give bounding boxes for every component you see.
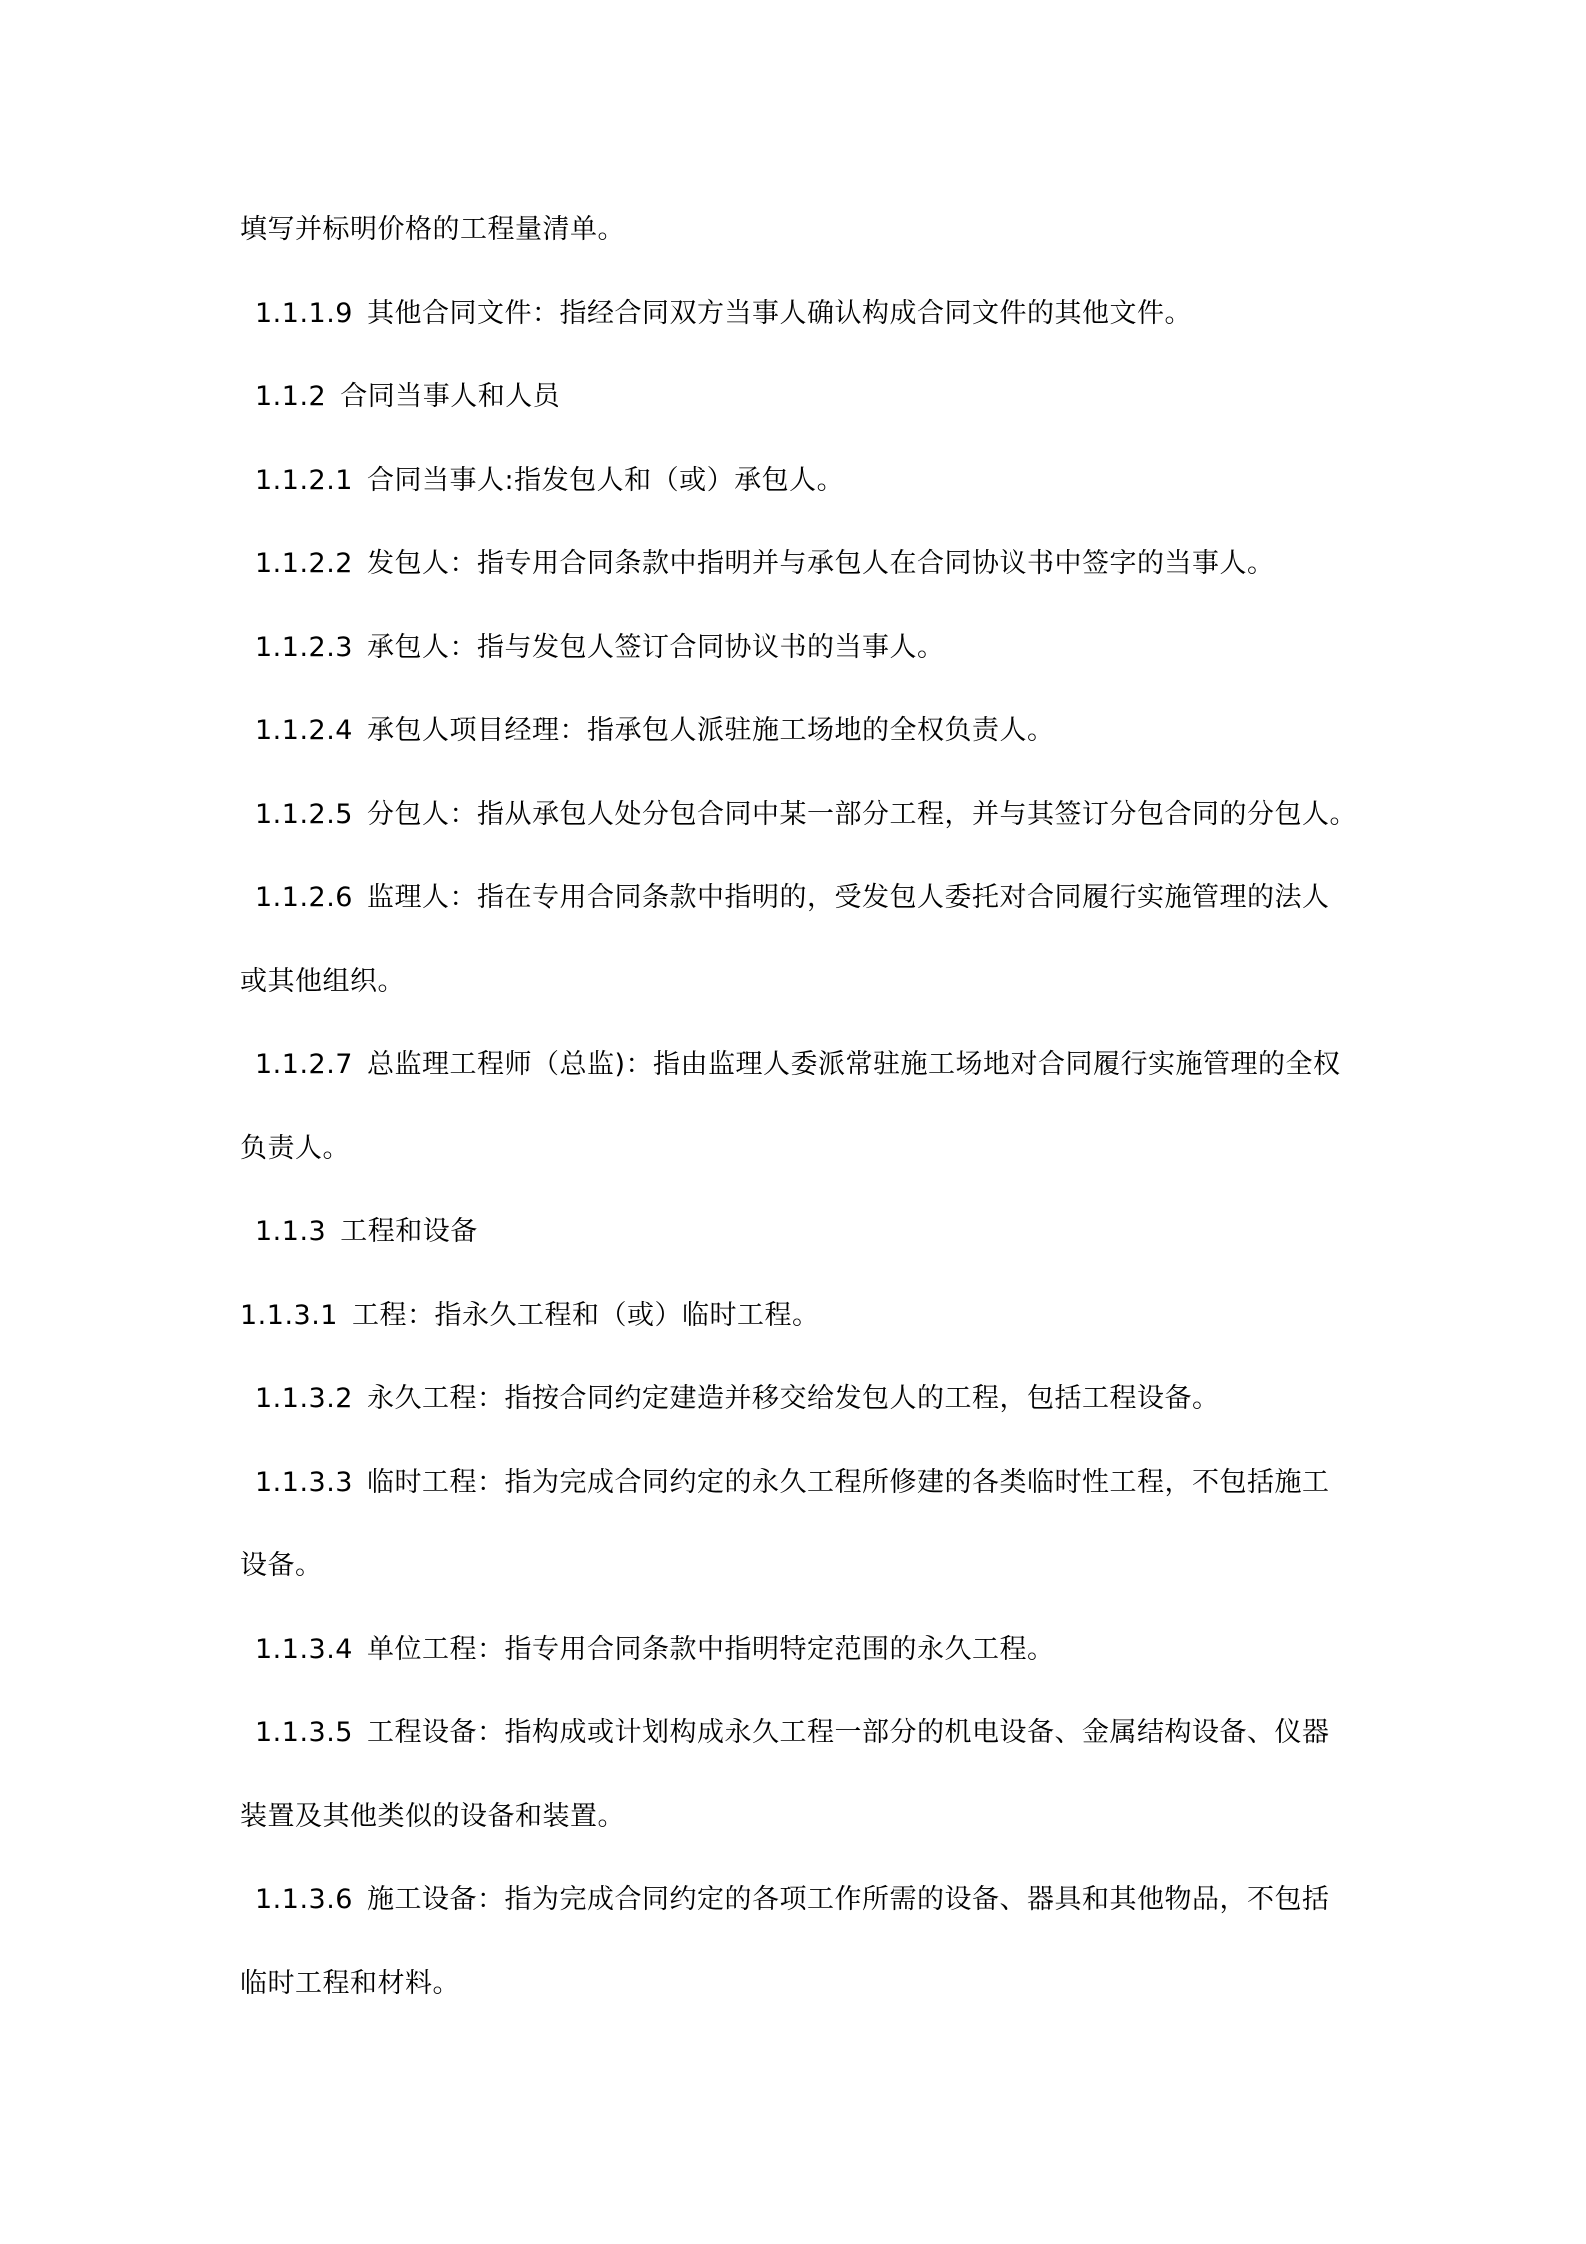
clause-text: 单位工程：指专用合同条款中指明特定范围的永久工程。 <box>366 1634 1055 1665</box>
clause-text: 总监理工程师（总监)：指由监理人委派常驻施工场地对合同履行实施管理的全权 <box>366 1049 1341 1080</box>
line-text: 设备。 <box>240 1550 323 1581</box>
clause-line <box>255 1369 1395 1429</box>
clause-text: 临时工程：指为完成合同约定的永久工程所修建的各类临时性工程，不包括施工 <box>366 1467 1330 1498</box>
clause-line <box>255 868 1395 928</box>
text-line <box>240 200 1380 260</box>
clause-text: 工程：指永久工程和（或）临时工程。 <box>351 1300 820 1331</box>
clause-text: 其他合同文件：指经合同双方当事人确认构成合同文件的其他文件。 <box>366 298 1192 329</box>
clause-number: 1.1.2.6 <box>255 882 353 913</box>
line-text: 临时工程和材料。 <box>240 1968 460 1999</box>
clause-number: 1.1.2 <box>255 381 327 412</box>
clause-line <box>255 1620 1395 1680</box>
section-heading <box>255 1202 1395 1262</box>
continuation-line <box>240 1787 1380 1847</box>
clause-line <box>255 451 1395 511</box>
line-text: 负责人。 <box>240 1133 350 1164</box>
clause-text: 施工设备：指为完成合同约定的各项工作所需的设备、器具和其他物品，不包括 <box>366 1884 1330 1915</box>
clause-line <box>255 1870 1395 1930</box>
clause-number: 1.1.3.4 <box>255 1634 353 1665</box>
clause-number: 1.1.2.4 <box>255 715 353 746</box>
clause-number: 1.1.2.2 <box>255 548 353 579</box>
continuation-line <box>240 1954 1380 2014</box>
clause-line <box>255 785 1395 845</box>
clause-line <box>240 1286 1380 1346</box>
clause-line <box>255 1703 1395 1763</box>
clause-number: 1.1.2.1 <box>255 465 353 496</box>
clause-number: 1.1.3.3 <box>255 1467 353 1498</box>
clause-text: 合同当事人和人员 <box>340 381 561 412</box>
clause-number: 1.1.2.7 <box>255 1049 353 1080</box>
clause-text: 工程设备：指构成或计划构成永久工程一部分的机电设备、金属结构设备、仪器 <box>366 1717 1330 1748</box>
clause-text: 工程和设备 <box>340 1216 478 1247</box>
clause-number: 1.1.3 <box>255 1216 327 1247</box>
section-heading <box>255 367 1395 427</box>
clause-line <box>255 618 1395 678</box>
clause-text: 永久工程：指按合同约定建造并移交给发包人的工程，包括工程设备。 <box>366 1383 1220 1414</box>
clause-line <box>255 1035 1395 1095</box>
clause-line <box>255 284 1395 344</box>
clause-number: 1.1.3.1 <box>240 1300 338 1331</box>
line-text: 或其他组织。 <box>240 966 405 997</box>
clause-text: 监理人：指在专用合同条款中指明的，受发包人委托对合同履行实施管理的法人 <box>366 882 1330 913</box>
clause-number: 1.1.2.5 <box>255 799 353 830</box>
clause-text: 承包人：指与发包人签订合同协议书的当事人。 <box>366 632 945 663</box>
clause-number: 1.1.2.3 <box>255 632 353 663</box>
continuation-line <box>240 952 1380 1012</box>
line-text: 装置及其他类似的设备和装置。 <box>240 1801 625 1832</box>
clause-text: 发包人：指专用合同条款中指明并与承包人在合同协议书中签字的当事人。 <box>366 548 1275 579</box>
clause-text: 分包人：指从承包人处分包合同中某一部分工程，并与其签订分包合同的分包人。 <box>366 799 1357 830</box>
clause-number: 1.1.1.9 <box>255 298 353 329</box>
clause-line <box>255 1453 1395 1513</box>
clause-number: 1.1.3.6 <box>255 1884 353 1915</box>
line-text: 填写并标明价格的工程量清单。 <box>240 214 625 245</box>
clause-number: 1.1.3.2 <box>255 1383 353 1414</box>
clause-line <box>255 701 1395 761</box>
clause-number: 1.1.3.5 <box>255 1717 353 1748</box>
clause-text: 承包人项目经理：指承包人派驻施工场地的全权负责人。 <box>366 715 1055 746</box>
clause-line <box>255 534 1395 594</box>
continuation-line <box>240 1536 1380 1596</box>
clause-text: 合同当事人:指发包人和（或）承包人。 <box>366 465 845 496</box>
continuation-line <box>240 1119 1380 1179</box>
